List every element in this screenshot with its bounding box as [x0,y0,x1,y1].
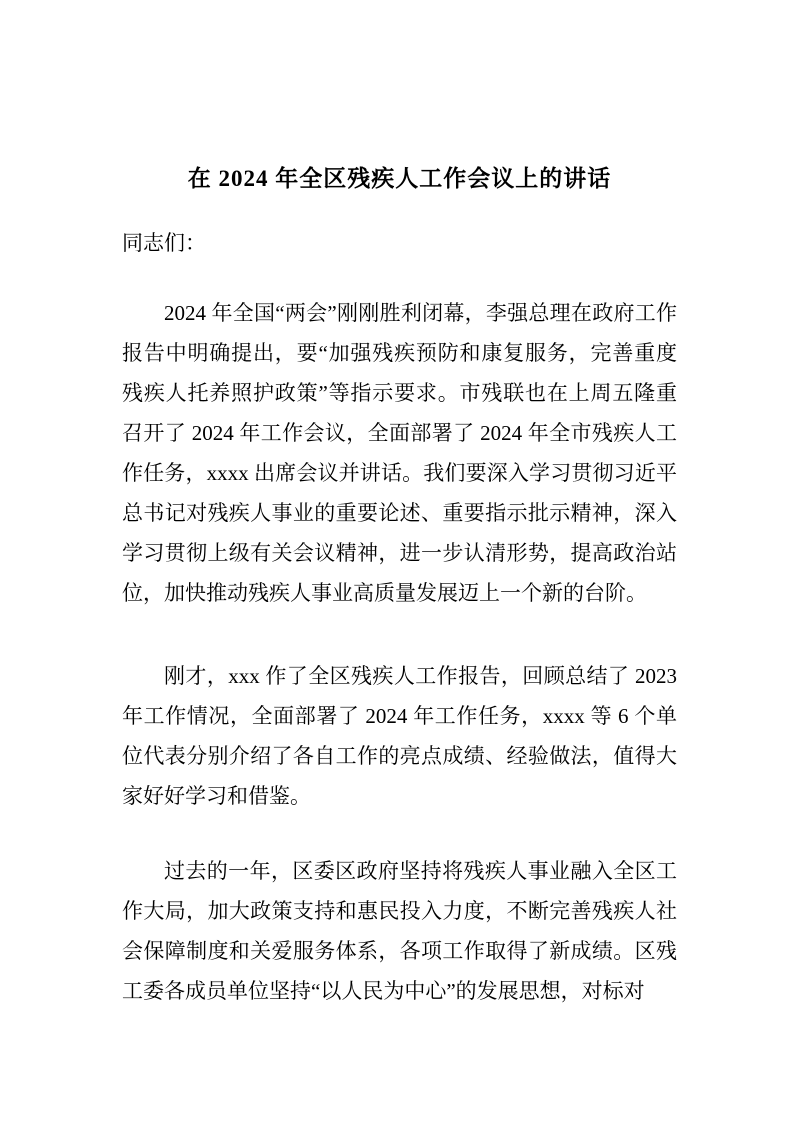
salutation: 同志们： [122,231,206,255]
paragraph-3: 过去的一年，区委区政府坚持将残疾人事业融入全区工作大局，加大政策支持和惠民投入力度，不断完善残疾人社会保障制度和关爱服务体系，各项工作取得了新成绩。区残工委各成员单位坚持“以人民为中心”的发展思想，对标对 [122,859,677,1003]
paragraph-1: 2024 年全国“两会”刚刚胜利闭幕，李强总理在政府工作报告中明确提出，要“加强残疾预防和康复服务，完善重度残疾人托养照护政策”等指示要求。市残联也在上周五隆重召开了 2024 年工作会议，全面部署了 2024 年全市残疾人工作任务，xxxx 出席会议并讲话。我们要深入学习贯彻习近平总书记对残疾人事业的重要论述、重要指示批示精神，深入学习贯彻上级有关会议精神，进一步认清形势，提高政治站位，加快推动残疾人事业高质量发展迈上一个新的台阶。 [122,301,677,605]
paragraph-2: 刚才，xxx 作了全区残疾人工作报告，回顾总结了 2023 年工作情况，全面部署了 2024 年工作任务，xxxx 等 6 个单位代表分别介绍了各自工作的亮点成绩、经验做法，值得大家好好学习和借鉴。 [122,664,677,808]
document-title: 在 2024 年全区残疾人工作会议上的讲话 [187,166,612,191]
